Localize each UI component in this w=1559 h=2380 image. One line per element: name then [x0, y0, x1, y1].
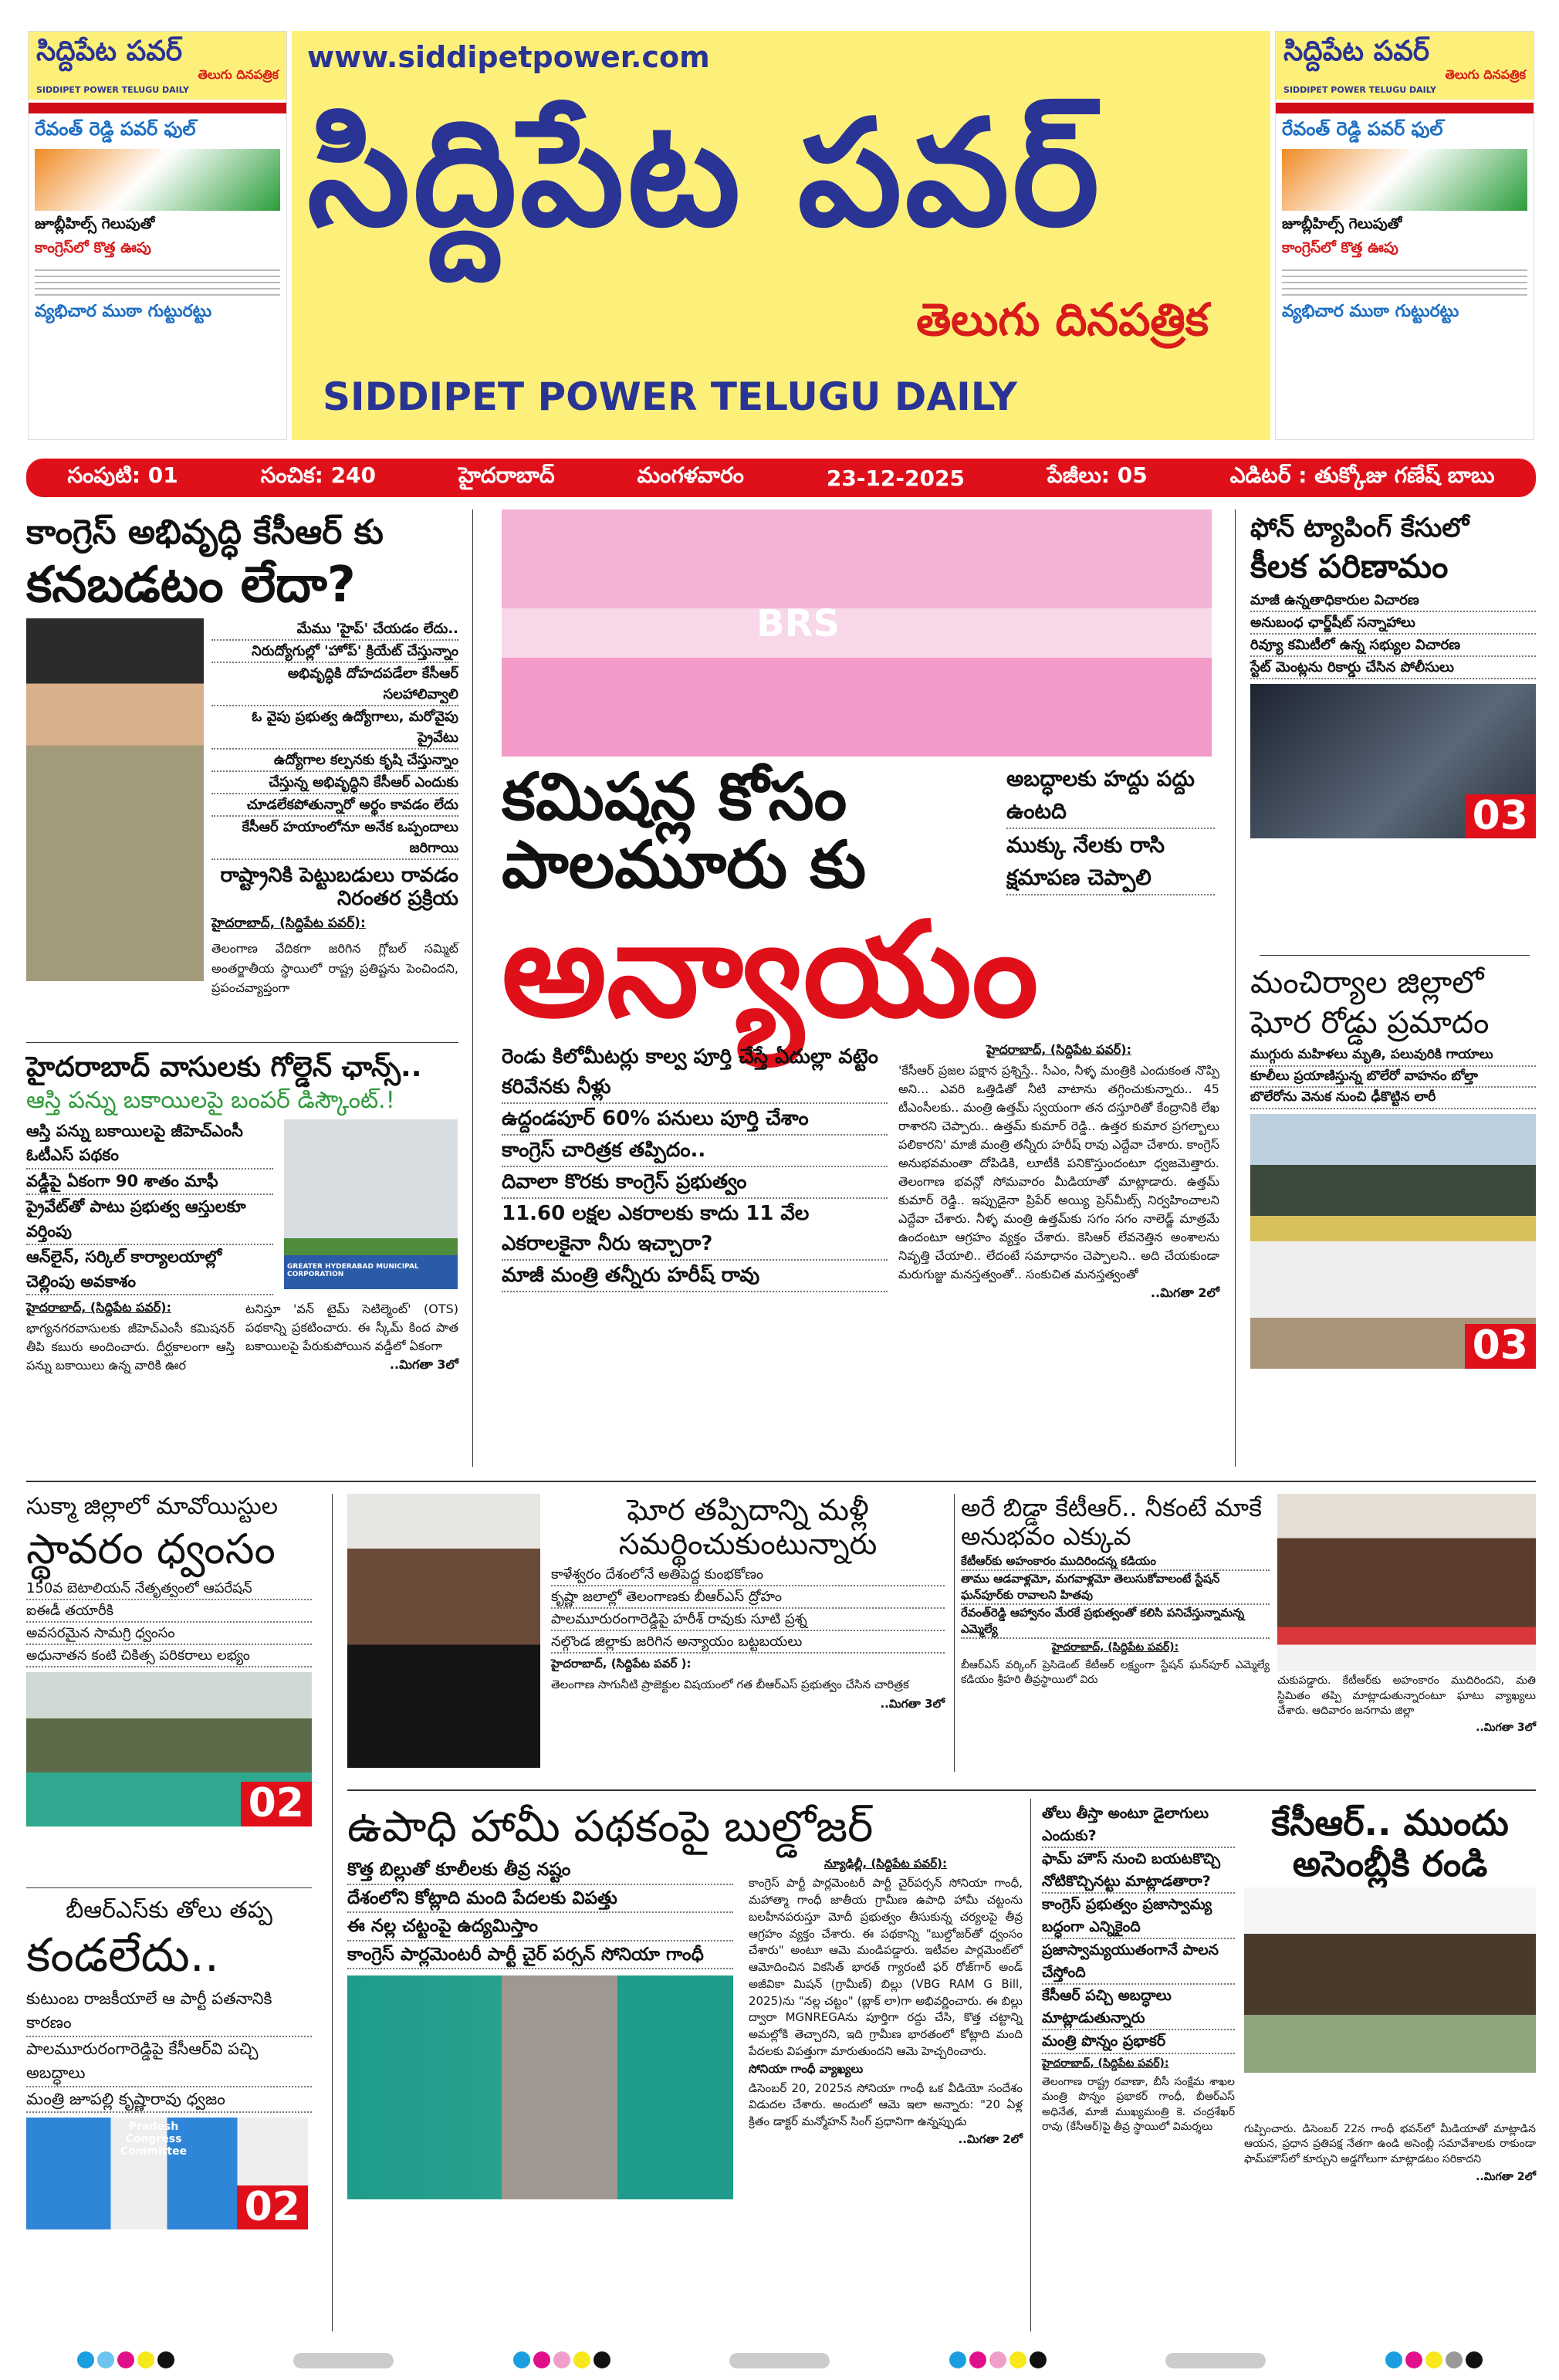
subheading-line: కాంగ్రెస్ ప్రభుత్వం ప్రజాస్వామ్య బద్ధంగా ఎన్నికైంది: [1042, 1894, 1235, 1939]
article-jupally-brs[interactable]: [26, 1898, 312, 2229]
photo-banner-text: Pradesh Congress Committee: [120, 2121, 188, 2158]
section-subhead: సోనియా గాంధీ వ్యాఖ్యలు: [749, 2061, 864, 2076]
article-body: తెలంగాణ రాష్ట్ర రవాణా, బీసీ సంక్షేమ శాఖల మంత్రి పొన్నం ప్రభాకర్ గాంధీ, బీఆర్ఎస్ అధినేత, మాజీ ముఖ్యమంత్రి కె. చంద్రశేఖర్ రావు (కేసీఆర్)పై తీవ్ర స్థాయిలో విమర్శలు: [1042, 2075, 1235, 2134]
subheading-line: స్టేట్ మెంట్లను రికార్డు చేసిన పోలీసులు: [1250, 657, 1536, 679]
subheading-line: పాలమూరురంగారెడ్డిపై హరీశ్ రావుకు సూటి ప్రశ్న: [551, 1609, 945, 1631]
thumb-photo: [35, 149, 280, 211]
masthead-tagline: తెలుగు దినపత్రిక: [916, 293, 1209, 346]
continued-link[interactable]: ..మిగతా 2లో: [958, 2131, 1023, 2146]
headline: మంచిర్యాల జిల్లాలో: [1250, 965, 1484, 1000]
headline: కనబడటం లేదా?: [26, 556, 356, 614]
side-quote-list: [1006, 763, 1215, 895]
issue-number: సంచిక: 240: [260, 462, 377, 488]
article-uttam-criticism[interactable]: [347, 1494, 949, 1768]
subheading-line-list: [211, 618, 458, 860]
subheading-line: చూడలేకపోతున్నారో అర్థం కావడం లేదు: [211, 794, 458, 817]
article-body: తెలంగాణ సాగునీటి ప్రాజెక్టుల విషయంలో గత బీఆర్ఎస్ ప్రభుత్వం చేసిన చారిత్రక: [551, 1678, 909, 1692]
subheading-line: మాజీ ఉన్నతాధికారుల విచారణ: [1250, 590, 1536, 612]
thumb-infobar: [1276, 103, 1534, 113]
subheading-line: తోలు తీస్తా అంటూ డైలాగులు ఎందుకు?: [1042, 1803, 1235, 1848]
thumb-headline: జూబ్లీహిల్స్ గెలుపుతో: [35, 215, 155, 232]
dateline: హైదరాబాద్, (సిద్దిపేట పవర్):: [1051, 1640, 1179, 1654]
subheading-line: అభివృద్ధికి దోహదపడేలా కేసీఆర్ సలహాలివ్వాలి: [211, 663, 458, 706]
column-divider: [332, 1494, 333, 2331]
subheading-line: మేము 'హైప్' చేయడం లేదు..: [211, 618, 458, 641]
headline: సుక్మా జిల్లాలో మావోయిస్టుల: [26, 1493, 278, 1520]
color-registration-marks: [949, 2351, 1047, 2368]
continued-link[interactable]: ..మిగతా 2లో: [1150, 1285, 1219, 1301]
subheading-line: దేశంలోని కోట్లాది మంది పేదలకు విపత్తు: [347, 1885, 733, 1914]
subheading-line: ఈ నల్ల చట్టంపై ఉద్యమిస్తాం: [347, 1913, 733, 1942]
color-registration-marks: [77, 2351, 174, 2368]
subheading-line: మంత్రి పొన్నం ప్రభాకర్: [1042, 2030, 1235, 2054]
kadiyam-photo: [1277, 1494, 1536, 1671]
page-reference[interactable]: 02: [237, 2185, 308, 2229]
subheading-line: మంత్రి జూపల్లి కృష్ణారావు ధ్వజం: [26, 2087, 312, 2114]
article-body: 'కేసీఆర్ ప్రజల పక్షాన ప్రశ్నిస్తే.. సీఎం, నీళ్ళ మంత్రికి ఎందుకంత నొప్పి అని... ఎవరి ఒత్తిడితో నీటి వాటాను తగ్గించుకున్నారు.. 45 టీఎంసీలకు.. మంత్రి ఉత్తమ్ స్వయంగా తన దస్తూరితో కేంద్రానికి లేఖ రాశారని చెప్పారు.. ఉత్తమ్ కుమార్ రెడ్డి.. ఉత్తర కుమార ప్రగల్బాలు పలికారని' మాజీ మంత్రి తన్నీరు హరీష్ రావు ఎద్దేవా చేశారు. కాంగ్రెస్ అనుభవమంతా దోపిడికి, లూటీకి పనికొస్తుందంటూ ధ్వజమెత్తారు. తెలంగాణ భవన్లో సోమవారం మీడియాతో మాట్లాడారు. ఉత్తమ్ కుమార్ రెడ్డి.. ఇప్పుడైనా ప్రిపేర్ అయ్యి ప్రెస్‌మీట్స్ నిర్వహించాలని ఎద్దేవా చేశారు. నీళ్ళ మంత్రి ఉత్తమ్‌కు సగం సగం నాలెడ్జ్ మాత్రమే ఉందంటూ ఆగ్రహం వ్యక్తం చేశారు. కెసిఆర్ లేవనెత్తిన అంశాలను నివృత్తి చేయాలి.. లేదంటే సమాధానం చెప్పాలని.. అది చేయకుండా మరుగుజ్జు మనస్తత్వంతో.. సంకుచిత మనస్తత్వంతో: [898, 1063, 1219, 1282]
subheadline: ఆస్తి పన్ను బకాయిలపై బంపర్ డిస్కౌంట్.!: [26, 1087, 395, 1115]
article-kadiyam-ktr[interactable]: [961, 1494, 1536, 1736]
ponnam-photo: [1244, 1887, 1536, 2119]
brs-press-meet-photo: [502, 510, 1212, 757]
continued-link[interactable]: ..మిగతా 2లో: [1476, 2170, 1536, 2183]
article-sonia-nrega[interactable]: [347, 1803, 1026, 2199]
subheading-line: ఐఈడీ తయారీకి: [26, 1600, 312, 1623]
article-congress-development[interactable]: [26, 513, 458, 998]
subheading-line: ఫామ్ హౌస్ నుంచి బయటకొచ్చి నోటికొచ్చినట్టు మాట్లాడతారా?: [1042, 1848, 1235, 1894]
divider: [26, 1887, 312, 1888]
subheading-line-list: [1250, 1045, 1536, 1109]
column-divider: [1235, 510, 1236, 1467]
volume-number: సంపుటి: 01: [67, 462, 178, 488]
subheading-line: కేసీఆర్ పచ్చి అబద్ధాలు మాట్లాడుతున్నారు: [1042, 1985, 1235, 2030]
headline-red: అన్యాయం: [502, 894, 1039, 1048]
subheading-line-list: [26, 1119, 273, 1296]
photo-sign: GREATER HYDERABAD MUNICIPAL CORPORATION: [287, 1262, 419, 1278]
article-body: చుకుపడ్డారు. కేటీఆర్‌కు అహంకారం ముదిరిందని, మతి స్థిమితం తప్పి మాట్లాడుతున్నారంటూ ఘాటు వ్యాఖ్యలు చేశారు. ఆదివారం జనగామ జిల్లా: [1277, 1674, 1536, 1718]
headline: అరే బిడ్డా కేటీఆర్.. నీకంటే మాకే అనుభవం ఎక్కువ: [961, 1493, 1262, 1551]
subheading-line: ఆస్తి పన్ను బకాయిలపై జీహెచ్ఎంసీ ఓటీఎస్ పథకం: [26, 1119, 273, 1170]
subheading-line: కాంగ్రెస్ పార్లమెంటరీ పార్టీ చైర్ పర్సన్ సోనియా గాంధీ: [347, 1942, 733, 1970]
dateline: హైదరాబాద్, (సిద్దిపేట పవర్ ):: [551, 1657, 692, 1671]
side-quote: అబద్ధాలకు హద్దు పద్దు ఉంటది: [1006, 763, 1215, 829]
subheading-line: బొలేరోను వెనుక నుంచి ఢీకొట్టిన లారీ: [1250, 1088, 1536, 1109]
headline: ఉపాధి హామీ పథకంపై బుల్డోజర్: [347, 1802, 874, 1852]
column-divider: [472, 510, 473, 1467]
thumb-headline: వ్యభిచార ముఠా గుట్టురట్టు: [35, 301, 212, 321]
column-divider: [1030, 1799, 1031, 2331]
headline: కమిషన్ల కోసం పాలమూరు కు: [502, 759, 867, 903]
thumb-headline: రేవంత్ రెడ్డి పవర్ ఫుల్: [35, 117, 196, 140]
article-road-accident[interactable]: [1250, 965, 1536, 1369]
article-body: బీఆర్ఎస్ వర్కింగ్ ప్రెసిడెంట్ కేటీఆర్ లక్ష్యంగా స్టేషన్ ఘన్‌పూర్ ఎమ్మెల్యే కడియం శ్రీహరి తీవ్రస్థాయిలో విరు: [961, 1658, 1270, 1687]
subheading-line: కొత్త బిల్లుతో కూలీలకు తీవ్ర నష్టం: [347, 1857, 733, 1885]
subheading-line: ప్రైవేట్‌తో పాటు ప్రభుత్వ ఆస్తులకూ వర్తింపు: [26, 1195, 273, 1245]
subheading-line: కూలీలు ప్రయాణిస్తున్న బొలేరో వాహనం బోల్తా: [1250, 1067, 1536, 1088]
thumb-tagline: తెలుగు దినపత్రిక: [1445, 66, 1526, 82]
subheading-line-list: [1250, 590, 1536, 679]
subheading-line: కృష్ణా జలాల్లో తెలంగాణకు బీఆర్ఎస్ ద్రోహం: [551, 1586, 945, 1609]
thumb-headline: వ్యభిచార ముఠా గుట్టురట్టు: [1282, 301, 1459, 321]
section-divider: [347, 1789, 1536, 1791]
subheading-line: ముగ్గురు మహిళలు మృతి, పలువురికి గాయాలు: [1250, 1045, 1536, 1067]
subheading-line: 150వ బెటాలియన్ నేతృత్వంలో ఆపరేషన్: [26, 1578, 312, 1600]
continued-link[interactable]: ..మిగతా 3లో: [389, 1357, 458, 1373]
subheading-line: కుటుంబ రాజకీయాలే ఆ పార్టీ పతనానికి కారణం: [26, 1987, 312, 2037]
subheading-line-list: [1042, 1803, 1235, 2054]
accident-vehicle-photo: [1250, 1114, 1536, 1369]
subheading-line: రివ్యూ కమిటీలో ఉన్న సభ్యుల విచారణ: [1250, 635, 1536, 657]
seized-material-photo: [26, 1672, 312, 1826]
article-body: భాగ్యనగరవాసులకు జీహెచ్ఎంసీ కమిషనర్ తీపి కబురు అందించారు. దీర్ఘకాలంగా ఆస్తి పన్ను బకాయిలు ఉన్న వారికి ఊర: [26, 1321, 235, 1373]
thumb-photo: [1282, 149, 1527, 211]
thumb-headline: కాంగ్రెస్‌లో కొత్త ఊపు: [35, 239, 151, 256]
website-url[interactable]: www.siddipetpower.com: [307, 40, 710, 74]
subheading-line-list: [961, 1553, 1270, 1639]
edition-city: హైదరాబాద్: [458, 462, 555, 488]
subheading-line: చేస్తున్న అభివృద్ధిని కేసీఆర్ ఎందుకు: [211, 772, 458, 794]
edition-day: మంగళవారం: [637, 462, 744, 488]
subheading-line: నల్గొండ జిల్లాకు జరిగిన అన్యాయం బట్టబయలు: [551, 1631, 945, 1654]
subheading-line: అధునాతన కంటి చికిత్స పరికరాలు లభ్యం: [26, 1645, 312, 1667]
subheading-line: కేసీఆర్ హయాంలోనూ అనేక ఒప్పందాలు జరిగాయి: [211, 817, 458, 860]
subheading-line: పాలమూరురంగారెడ్డిపై కేసీఆర్‌వి పచ్చి అబద్ధాలు: [26, 2037, 312, 2087]
article-ghmc-ots[interactable]: [26, 1051, 458, 1375]
divider: [26, 1042, 458, 1043]
newspaper-logo-title: సిద్దిపేట పవర్: [307, 88, 1103, 259]
bullet-line: 11.60 లక్షల ఎకరాలకు కాదు 11 వేల ఎకరాలకైనా నీరు ఇచ్చారా?: [502, 1199, 888, 1261]
section-divider: [26, 1481, 1536, 1482]
headline: కీలక పరిణామం: [1250, 547, 1449, 586]
page-count: పేజీలు: 05: [1047, 462, 1148, 488]
article-sukma-maoists[interactable]: [26, 1494, 312, 1826]
side-quote: ముక్కు నేలకు రాసి క్షమాపణ చెప్పాలి: [1006, 829, 1215, 895]
subheading-line: ఆన్‌లైన్, సర్కిల్ కార్యాలయాల్లో చెల్లింపు అవకాశం: [26, 1245, 273, 1295]
article-ponnam-kcr[interactable]: [1042, 1803, 1536, 2185]
headline: స్థావరం ధ్వంసం: [26, 1524, 276, 1573]
subheading-line-list: [347, 1857, 733, 1969]
headline: హైదరాబాద్ వాసులకు గోల్డెన్ ఛాన్స్..: [26, 1051, 422, 1083]
subheading-line: కేటీఆర్‌కు అహంకారం ముదిరిందన్న కడియం: [961, 1553, 1270, 1571]
subheading-line-list: [26, 1987, 312, 2114]
registration-bar: [1165, 2353, 1266, 2368]
page-reference[interactable]: 03: [1465, 794, 1536, 838]
subheading-line: ఓ వైపు ప్రభుత్వ ఉద్యోగాలు, మరోవైపు ప్రైవేటు: [211, 706, 458, 750]
continued-link[interactable]: ..మిగతా 3లో: [880, 1697, 945, 1711]
congress-press-meet-photo: [26, 2118, 308, 2229]
color-registration-marks: [1385, 2351, 1483, 2368]
thumb-text: [35, 265, 280, 296]
edition-date: 23-12-2025: [826, 465, 965, 491]
uttam-photo: [347, 1494, 540, 1768]
subheading-line: ఉద్యోగాల కల్పనకు కృషి చేస్తున్నాం: [211, 750, 458, 772]
thumb-tagline: తెలుగు దినపత్రిక: [198, 66, 279, 82]
headline: బీఆర్ఎస్‌కు తోలు తప్ప: [66, 1897, 272, 1924]
bullet-line: ఉద్దండపూర్ 60% పనులు పూర్తి చేశాం: [502, 1104, 888, 1136]
headline: కండలేదు..: [26, 1928, 219, 1982]
thumb-text: [1282, 265, 1527, 296]
sonia-gandhi-photo: [347, 1975, 733, 2199]
continued-link[interactable]: ..మిగతా 3లో: [1476, 1721, 1536, 1734]
thumb-english: SIDDIPET POWER TELUGU DAILY: [36, 84, 189, 95]
thumb-headline: రేవంత్ రెడ్డి పవర్ ఫుల్: [1282, 117, 1443, 140]
bullet-line: రెండు కిలోమీటర్లు కాల్వ పూర్తి చేస్తే ఏదుల్లా వట్టెం కరివేనకు నీళ్లు: [502, 1042, 888, 1104]
article-body: తెలంగాణ వేదికగా జరిగిన గ్లోబల్ సమ్మిట్ అంతర్జాతీయ స్థాయిలో రాష్ట్ర ప్రతిష్టను పెంచిందని, ప్రపంచవ్యాప్తంగా: [211, 940, 458, 996]
subheading-line: నిరుద్యోగుల్లో 'హోప్' క్రియేట్ చేస్తున్నాం: [211, 641, 458, 663]
headline: కాంగ్రెస్ అభివృద్ధి కేసీఆర్ కు: [26, 513, 384, 552]
subheading-line-list: [26, 1578, 312, 1667]
thumb-infobar: [29, 103, 286, 113]
subheading-line-list: [551, 1564, 945, 1654]
dateline: హైదరాబాద్, (సిద్దిపేట పవర్):: [26, 1300, 172, 1315]
registration-bar: [293, 2353, 394, 2368]
article-body: గుప్పించారు. డిసెంబర్ 22న గాంధీ భవన్‌లో మీడియాతో మాట్లాడిన ఆయన, ప్రధాన ప్రతిపక్ష నేతగా ఉండి అసెంబ్లీ సమావేశాలకు రాకుండా ఫామ్‌హౌస్‌లో కూర్చుని అడ్డగోలుగా మాట్లాడటం సరికాదని: [1244, 2122, 1536, 2165]
previous-edition-thumbnail-right[interactable]: [1275, 31, 1534, 440]
headline: ఘోర తప్పిదాన్ని మళ్లీ సమర్థించుకుంటున్నారు: [618, 1493, 878, 1561]
article-body: టనిస్తూ 'వన్ టైమ్ సెటిల్మెంట్' (OTS) పథకాన్ని ప్రకటించారు. ఈ స్కీమ్ కింద పాత బకాయిలపై పేరుకుపోయిన వడ్డీలో ఏకంగా: [245, 1302, 458, 1354]
subheading-line: కాళేశ్వరం దేశంలోనే అతిపెద్ద కుంభకోణం: [551, 1564, 945, 1586]
highlight-quote: రాష్ట్రానికి పెట్టుబడులు రావడం నిరంతర ప్రక్రియ: [220, 864, 458, 911]
previous-edition-thumbnail-left[interactable]: [28, 31, 287, 440]
editor-name: ఎడిటర్ : తుక్కోజు గణేష్ బాబు: [1229, 462, 1495, 488]
subheading-line: ప్రజాస్వామ్యయుతంగానే పాలన చేస్తోంది: [1042, 1939, 1235, 1985]
page-reference[interactable]: 03: [1465, 1324, 1536, 1368]
subheading-line: వడ్డీపై ఏకంగా 90 శాతం మాఫీ: [26, 1170, 273, 1196]
masthead-english-name: SIDDIPET POWER TELUGU DAILY: [323, 374, 1017, 419]
bullet-line-list: [502, 1042, 888, 1292]
article-body: కాంగ్రెస్ పార్టీ పార్లమెంటరీ పార్టీ చైర్‌పర్సన్ సోనియా గాంధీ, మహాత్మా గాంధీ జాతీయ గ్రామీణ ఉపాధి హామీ చట్టంను బలహీనపరుస్తూ మోదీ ప్రభుత్వం తీసుకున్న చర్యలపై తీవ్ర ఆగ్రహం వ్యక్తం చేశారు. ఈ పథకాన్ని "బుల్డోజర్‌తో ధ్వంసం చేశారు" అంటూ ఆమె మండిపడ్డారు. ఇటీవల పార్లమెంట్‌లో ఆమోదించిన వికసిత్ భారత్ గ్యారంటీ ఫర్ రోజ్‌గార్ అండ్ అజీవికా మిషన్ (గ్రామీణ్) బిల్లు (VBG RAM G Bill, 2025)ను "నల్ల చట్టం" (బ్లాక్ లా)గా అభివర్ణించారు. ఈ బిల్లు ద్వారా MGNREGAను పూర్తిగా రద్దు చేసి, కొత్త చట్టాన్ని అమల్లోకి తెచ్చారని, ఇది గ్రామీణ భారతంలో కోట్లాది మంది పేదలకు విపత్తుగా మారుతుందని ఆమె హెచ్చరించారు.: [749, 1876, 1023, 2058]
column-divider: [954, 1494, 955, 1772]
color-registration-marks: [513, 2351, 610, 2368]
photo-brs-label: BRS: [756, 602, 840, 645]
headline: కేసీఆర్.. ముందు అసెంబ్లీకి రండి: [1271, 1802, 1509, 1884]
thumb-title: సిద్దిపేట పవర్: [36, 36, 183, 67]
dateline: న్యూఢిల్లీ, (సిద్దిపేట పవర్):: [824, 1857, 947, 1871]
subheading-line: అనుబంధ ఛార్జ్‌షీట్ సన్నాహాలు: [1250, 612, 1536, 635]
minister-photo: [26, 618, 204, 981]
headline: ఘోర రోడ్డు ప్రమాదం: [1250, 1005, 1490, 1041]
edition-info-bar: [26, 459, 1536, 497]
article-phone-tapping[interactable]: [1250, 513, 1536, 838]
bullet-line: కాంగ్రెస్ చారిత్రక తప్పిదం..: [502, 1136, 888, 1167]
bullet-line: దివాలా కొరకు కాంగ్రెస్ ప్రభుత్వం: [502, 1167, 888, 1199]
dateline: హైదరాబాద్, (సిద్దిపేట పవర్):: [1042, 2057, 1169, 2070]
divider: [1260, 955, 1530, 956]
thumb-title: సిద్దిపేట పవర్: [1283, 36, 1430, 67]
lead-article-palamuru[interactable]: [502, 510, 1219, 1303]
article-body: డిసెంబర్ 20, 2025న సోనియా గాంధీ ఒక వీడియో సందేశం విడుదల చేశారు. అందులో ఆమె ఇలా అన్నారు: "20 ఏళ్ల క్రితం డాక్టర్ మన్మోహన్ సింగ్ ప్రధానిగా ఉన్నప్పుడు: [749, 2080, 1023, 2129]
tapping-equipment-photo: [1250, 684, 1536, 838]
thumb-headline: జూబ్లీహిల్స్ గెలుపుతో: [1282, 215, 1402, 232]
subheading-line: తాము ఆడవాళ్లమో, మగవాళ్లమో తెలుసుకోవాలంటే స్టేషన్ ఘన్‌పూర్‌కు రావాలని హితవు: [961, 1571, 1270, 1605]
subheading-line: రేవంత్‌రెడ్డి ఆహ్వానం మేరకే ప్రభుత్వంతో కలిసి పనిచేస్తున్నామన్న ఎమ్మెల్యే: [961, 1605, 1270, 1639]
page-reference[interactable]: 02: [241, 1782, 312, 1826]
subheading-line: అవసరమైన సామగ్రి ధ్వంసం: [26, 1623, 312, 1645]
ghmc-building-photo: [284, 1119, 458, 1289]
thumb-english: SIDDIPET POWER TELUGU DAILY: [1283, 84, 1436, 95]
masthead: [292, 31, 1270, 440]
headline: ఫోన్ ట్యాపింగ్ కేసులో: [1250, 513, 1469, 543]
dateline: హైదరాబాద్, (సిద్దిపేట పవర్):: [211, 915, 366, 931]
thumb-headline: కాంగ్రెస్‌లో కొత్త ఊపు: [1282, 239, 1398, 256]
bullet-line: మాజీ మంత్రి తన్నీరు హరీష్ రావు: [502, 1261, 888, 1292]
dateline: హైదరాబాద్, (సిద్దిపేట పవర్):: [986, 1042, 1131, 1058]
registration-bar: [729, 2353, 830, 2368]
